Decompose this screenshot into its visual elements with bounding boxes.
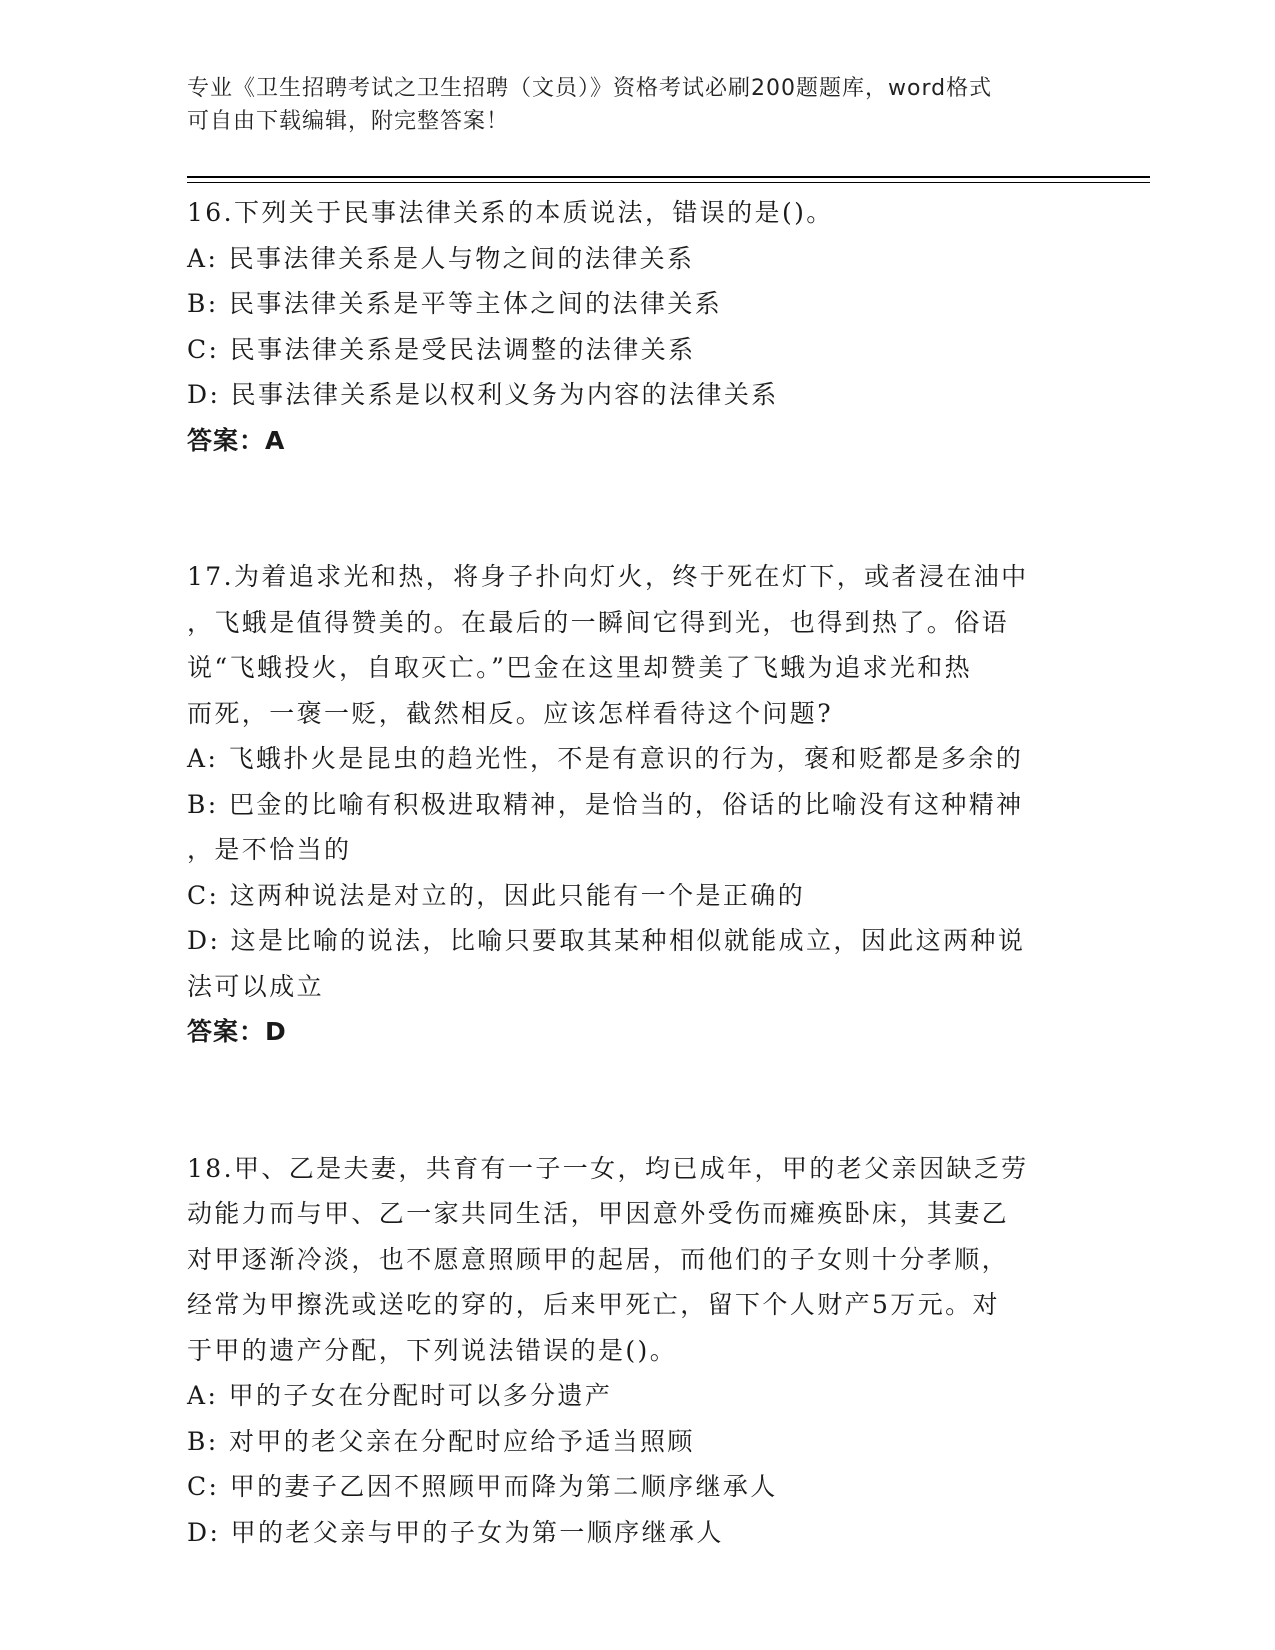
question-block xyxy=(187,554,1087,1055)
header-line-2: 可自由下载编辑，附完整答案！ xyxy=(187,109,510,134)
question-stem-line: 18.甲、乙是夫妻，共育有一子一女，均已成年，甲的老父亲因缺乏劳 xyxy=(187,1153,1029,1183)
question-spacer xyxy=(187,1055,1087,1146)
answer-option-line: ，是不恰当的 xyxy=(187,835,352,864)
question-stem-line: 对甲逐渐冷淡，也不愿意照顾甲的起居，而他们的子女则十分孝顺， xyxy=(187,1244,1010,1274)
header-rule-thick xyxy=(187,176,1150,178)
answer-option-line: C: 民事法律关系是受民法调整的法律关系 xyxy=(187,334,696,364)
question-stem-line: 16.下列关于民事法律关系的本质说法，错误的是()。 xyxy=(187,198,834,227)
answer-option-line: C: 这两种说法是对立的，因此只能有一个是正确的 xyxy=(187,880,806,910)
answer-option-line: D: 甲的老父亲与甲的子女为第一顺序继承人 xyxy=(187,1517,724,1547)
question-stem-line: 动能力而与甲、乙一家共同生活，甲因意外受伤而瘫痪卧床，其妻乙 xyxy=(187,1199,1010,1228)
question-stem-line: ，飞蛾是值得赞美的。在最后的一瞬间它得到光，也得到热了。俗语 xyxy=(187,607,1010,637)
document-header xyxy=(187,72,1067,138)
answer-option-line: A: 民事法律关系是人与物之间的法律关系 xyxy=(187,243,695,273)
question-stem-line: 说“飞蛾投火，自取灭亡。”巴金在这里却赞美了飞蛾为追求光和热 xyxy=(187,653,973,682)
question-stem-line: 17.为着追求光和热，将身子扑向灯火，终于死在灯下，或者浸在油中 xyxy=(187,562,1029,591)
answer-option-line: 法可以成立 xyxy=(187,971,325,1001)
question-stem-line: 而死，一褒一贬，截然相反。应该怎样看待这个问题? xyxy=(187,698,834,728)
answer-option-line: C: 甲的妻子乙因不照顾甲而降为第二顺序继承人 xyxy=(187,1472,778,1501)
answer-option-line: B: 民事法律关系是平等主体之间的法律关系 xyxy=(187,289,723,318)
question-stem-line: 于甲的遗产分配，下列说法错误的是()。 xyxy=(187,1335,678,1365)
answer-option-line: B: 对甲的老父亲在分配时应给予适当照顾 xyxy=(187,1426,695,1456)
answer-key: 答案：A xyxy=(187,425,286,455)
header-rule-thin xyxy=(187,182,1150,183)
answer-option-line: A: 甲的子女在分配时可以多分遗产 xyxy=(187,1381,613,1410)
question-block xyxy=(187,1146,1087,1556)
answer-option-line: D: 民事法律关系是以权利义务为内容的法律关系 xyxy=(187,380,779,409)
question-list xyxy=(187,190,1087,1555)
question-block xyxy=(187,190,1087,463)
header-line-1: 专业《卫生招聘考试之卫生招聘（文员）》资格考试必刷200题题库，word格式 xyxy=(187,76,993,101)
answer-key: 答案：D xyxy=(187,1017,287,1046)
answer-option-line: A: 飞蛾扑火是昆虫的趋光性，不是有意识的行为，褒和贬都是多余的 xyxy=(187,744,1024,773)
question-stem-line: 经常为甲擦洗或送吃的穿的，后来甲死亡，留下个人财产5万元。对 xyxy=(187,1290,1000,1319)
question-spacer xyxy=(187,463,1087,554)
answer-option-line: B: 巴金的比喻有积极进取精神，是恰当的，俗话的比喻没有这种精神 xyxy=(187,789,1024,819)
answer-option-line: D: 这是比喻的说法，比喻只要取其某种相似就能成立，因此这两种说 xyxy=(187,926,1026,955)
